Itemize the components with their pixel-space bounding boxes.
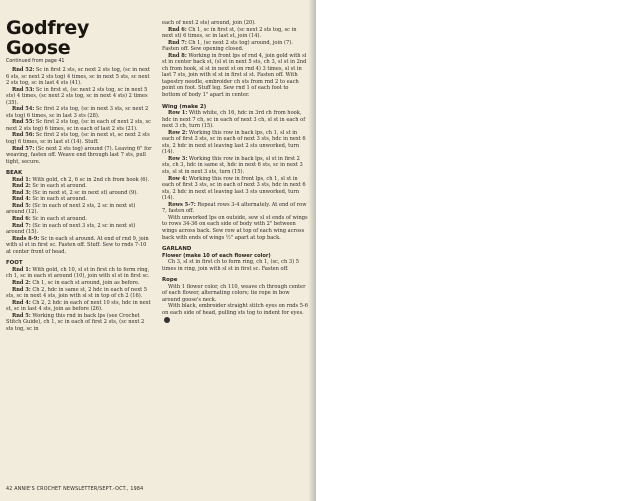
instruction-label: Rnd 8: (168, 52, 187, 59)
instruction-text: Sc first 2 sts tog, (sc in next 3 sts, sc next 2 sts tog) 6 times, sc in last 3 sts (28). (6, 106, 149, 119)
instruction-label: Rnd 1: (12, 176, 31, 183)
instruction-label: Rnd 54: (12, 106, 35, 113)
instruction-text: Sc in each st around. (30, 196, 87, 203)
instruction-text: With gold, ch 2, 6 sc in 2nd ch from hook (6). (30, 176, 150, 183)
foot-instruction (6, 287, 153, 300)
instruction-text: Sc in first st, (sc next 2 sts tog, sc in next 5 sts) 4 times, (sc next 2 sts tog, sc in next 4 sts) 2 times (35). (6, 86, 148, 106)
instruction-text: Working in front lps of rnd 4, join gold with sl st in center back st, (sl st in next 5 sts, ch 3, sl st in 2nd ch from hook, sl st in next st on rnd 4) 3 times, sl st in last 7 sts, join with sl st in first sl st. Fasten off. With tapestry needle, embroider ch sts from rnd 2 to each point on foot. Stuff leg. Sew rnd 1 of each foot to bottom of body 1" apart in center. (162, 52, 307, 99)
column-right (162, 20, 308, 324)
col2a-body (162, 27, 308, 99)
instruction-text: Working this row in front lps, ch 1, sl st in each of first 3 sts, sc in each of next 3 sts, hdc in next 6 sts, 2 hdc in next st leaving last 3 sts unworked, turn (14). (162, 175, 306, 202)
instruction-label: Rnd 1: (12, 266, 31, 273)
foot-instruction (6, 267, 153, 280)
wing-instruction (162, 176, 308, 202)
instruction-text: (Sc in next st, 2 sc in next st) around (9). (30, 189, 138, 196)
beak-body (6, 177, 153, 256)
instruction-text: Ch 1, (sc next 2 sts tog) around, join (7). Fasten off. Sew opening closed. (162, 39, 293, 53)
wing-instruction (162, 130, 308, 156)
col2a-instruction (162, 53, 308, 99)
instruction-label: Rnd 5: (12, 202, 31, 209)
instruction-text: Working this row in back lps, sl st in first 2 sts, ch 3, hdc in same st, hdc in next 6 sts, sc in next 3 sts, sl st in next 3 sts, turn (15). (162, 155, 303, 176)
end-mark-icon (164, 317, 170, 323)
instruction-text: Ch 1, sc in first st, (sc next 2 sts tog, sc in next st) 6 times, sc in last st, join (14). (162, 26, 297, 40)
instruction-label: Row 1: (168, 110, 188, 117)
instruction-label: Rnd 56: (12, 132, 35, 139)
instruction-text: Working this rnd in back lps (see Crochet Stitch Guide), ch 1, sc in each of first 2 sts, (sc next 2 sts tog, sc in (6, 312, 145, 332)
instruction-label: Rnd 52: (12, 67, 35, 73)
foot-instruction (6, 313, 153, 333)
beak-instruction (6, 223, 153, 236)
instruction-label: Rnds 8-9: (12, 235, 40, 242)
instruction-text: Ch 2, hdc in same st, 2 hdc in each of next 5 sts, sc in next 4 sts, join with sl st in top of ch 2 (16). (6, 286, 148, 300)
col1-instruction (6, 119, 153, 132)
continued-note: Continued from page 41 (6, 59, 65, 64)
page-footer: 42 ANNIE'S CROCHET NEWSLETTER/SEPT.-OCT., 1984 (6, 487, 144, 492)
instruction-label: Rnd 57: (12, 145, 35, 152)
instruction-text: With white, ch 16, hdc in 3rd ch from hook, hdc in next 7 ch, sc in each of next 3 ch, sl st in each of next 3 ch, turn (15). (162, 110, 306, 130)
col1-instruction (6, 106, 153, 119)
instruction-label: Rnd 3: (12, 189, 31, 196)
instruction-label: Rnd 7: (168, 39, 187, 46)
foot-heading: FOOT (6, 260, 23, 267)
instruction-label: Row 4: (168, 175, 188, 182)
instruction-label: Row 2: (168, 129, 188, 136)
instruction-text: Sc in each st around. (30, 183, 87, 190)
garland-heading: GARLAND (162, 246, 192, 253)
instruction-label: Rnd 55: (12, 119, 35, 126)
col1-instruction (6, 132, 153, 145)
col2a-instruction (162, 27, 308, 40)
instruction-text: Repeat rows 3-4 alternately. At end of row 7, fasten off. (162, 201, 307, 215)
instruction-text: Ch 1, sc in each st around, join as before. (30, 279, 140, 286)
col2a-instruction (162, 40, 308, 53)
closing-text-content: With black, embroider straight stitch eyes on rnds 5-6 on each side of head, pulling sts tog to indent for eyes. (162, 303, 308, 316)
instruction-label: Rnd 3: (12, 286, 31, 293)
instruction-label: Rnd 6: (12, 216, 31, 223)
col1-instruction (6, 67, 153, 87)
instruction-label: Rnd 2: (12, 183, 31, 190)
instruction-label: Rnd 5: (12, 312, 31, 319)
col2-top: each of next 2 sts) around, join (20). (162, 20, 256, 26)
page-title: Godfrey Goose (6, 17, 90, 59)
instruction-text: Sc in each st around. At end of rnd 9, join with sl st in first sc. Fasten off. Stuff. Sew to rnds 7-10 at center front of head. (6, 235, 149, 255)
wing-instruction (162, 202, 308, 215)
instruction-text: Ch 2, 2 hdc in each of next 10 sts, hdc in next st, sc in last 4 sts, join as before (26). (6, 299, 151, 313)
wing-body (162, 110, 308, 215)
instruction-text: Sc in first 2 sts, sc next 2 sts tog, (sc in next 6 sts, sc next 2 sts tog) 4 times, sc in next 5 sts, sc next 2 sts tog, sc in last 4 sts (41). (6, 67, 150, 87)
left-page (0, 0, 316, 501)
rope-text: With 1 flower color, ch 110, weave ch through center of each flower, alternating colors; tie rope in bow around goose's neck. (162, 283, 306, 303)
col1-body (6, 67, 153, 165)
beak-heading: BEAK (6, 170, 23, 177)
closing-text (162, 303, 308, 323)
instruction-label: Row 3: (168, 155, 188, 162)
foot-instruction (6, 300, 153, 313)
instruction-text: (Sc in each of next 3 sts, 2 sc in next st) around (15). (6, 222, 136, 236)
instruction-text: With gold, ch 10, sl st in first ch to form ring, ch 1, sc in each st around (10), join with sl st in first sc. (6, 266, 150, 280)
wing-heading: Wing (make 2) (162, 103, 207, 110)
instruction-text: (Sc in each of next 2 sts, 2 sc in next st) around (12). (6, 202, 136, 216)
instruction-label: Rnd 53: (12, 86, 35, 93)
instruction-text: Sc first 2 sts tog, (sc in each of next 2 sts, sc next 2 sts tog) 6 times, sc in each of last 2 sts (21). (6, 119, 151, 132)
beak-instruction (6, 236, 153, 256)
instruction-text: (Sc next 2 sts tog) around (7). Leaving 6" for weaving, fasten off. Weave end through last 7 sts, pull tight, secure. (6, 145, 152, 165)
instruction-text: Sc in each st around. (30, 216, 87, 223)
foot-body (6, 267, 153, 332)
col1-instruction (6, 146, 153, 166)
instruction-text: Sc first 2 sts tog, (sc in next st, sc next 2 sts tog) 6 times, sc in last st (14). Stuff. (6, 132, 150, 146)
instruction-label: Rnd 7: (12, 222, 31, 229)
wing-instruction (162, 110, 308, 130)
instruction-label: Rnd 4: (12, 196, 31, 203)
instruction-label: Rnd 2: (12, 279, 31, 286)
blank-right-page (316, 0, 640, 501)
column-left (6, 18, 153, 332)
beak-instruction (6, 203, 153, 216)
rope-heading: Rope (162, 277, 178, 284)
col1-instruction (6, 87, 153, 107)
instruction-label: Rnd 4: (12, 299, 31, 306)
instruction-label: Rows 5-7: (168, 201, 196, 208)
instruction-label: Rnd 6: (168, 26, 187, 33)
instruction-text: Working this row in back lps, ch 1, sl st in each of first 3 sts, sc in each of next 3 sts, hdc in next 6 sts, 2 hdc in next st leaving last 2 sts unworked, turn (14). (162, 129, 306, 156)
wing-instruction (162, 156, 308, 176)
garland-subheading: Flower (make 10 of each flower color) (162, 252, 271, 259)
wing-end-text: With unworked lps on outside, sew sl st ends of wings to rows 34-36 on each side of body with 2" between wings across back. Sew row at top of each wing across back with ends of wings ½" apart at top back. (162, 214, 308, 241)
garland-text: Ch 3, sl st in first ch to form ring, ch 1, (sc, ch 3) 5 times in ring, join with sl st in first sc. Fasten off. (162, 259, 299, 272)
